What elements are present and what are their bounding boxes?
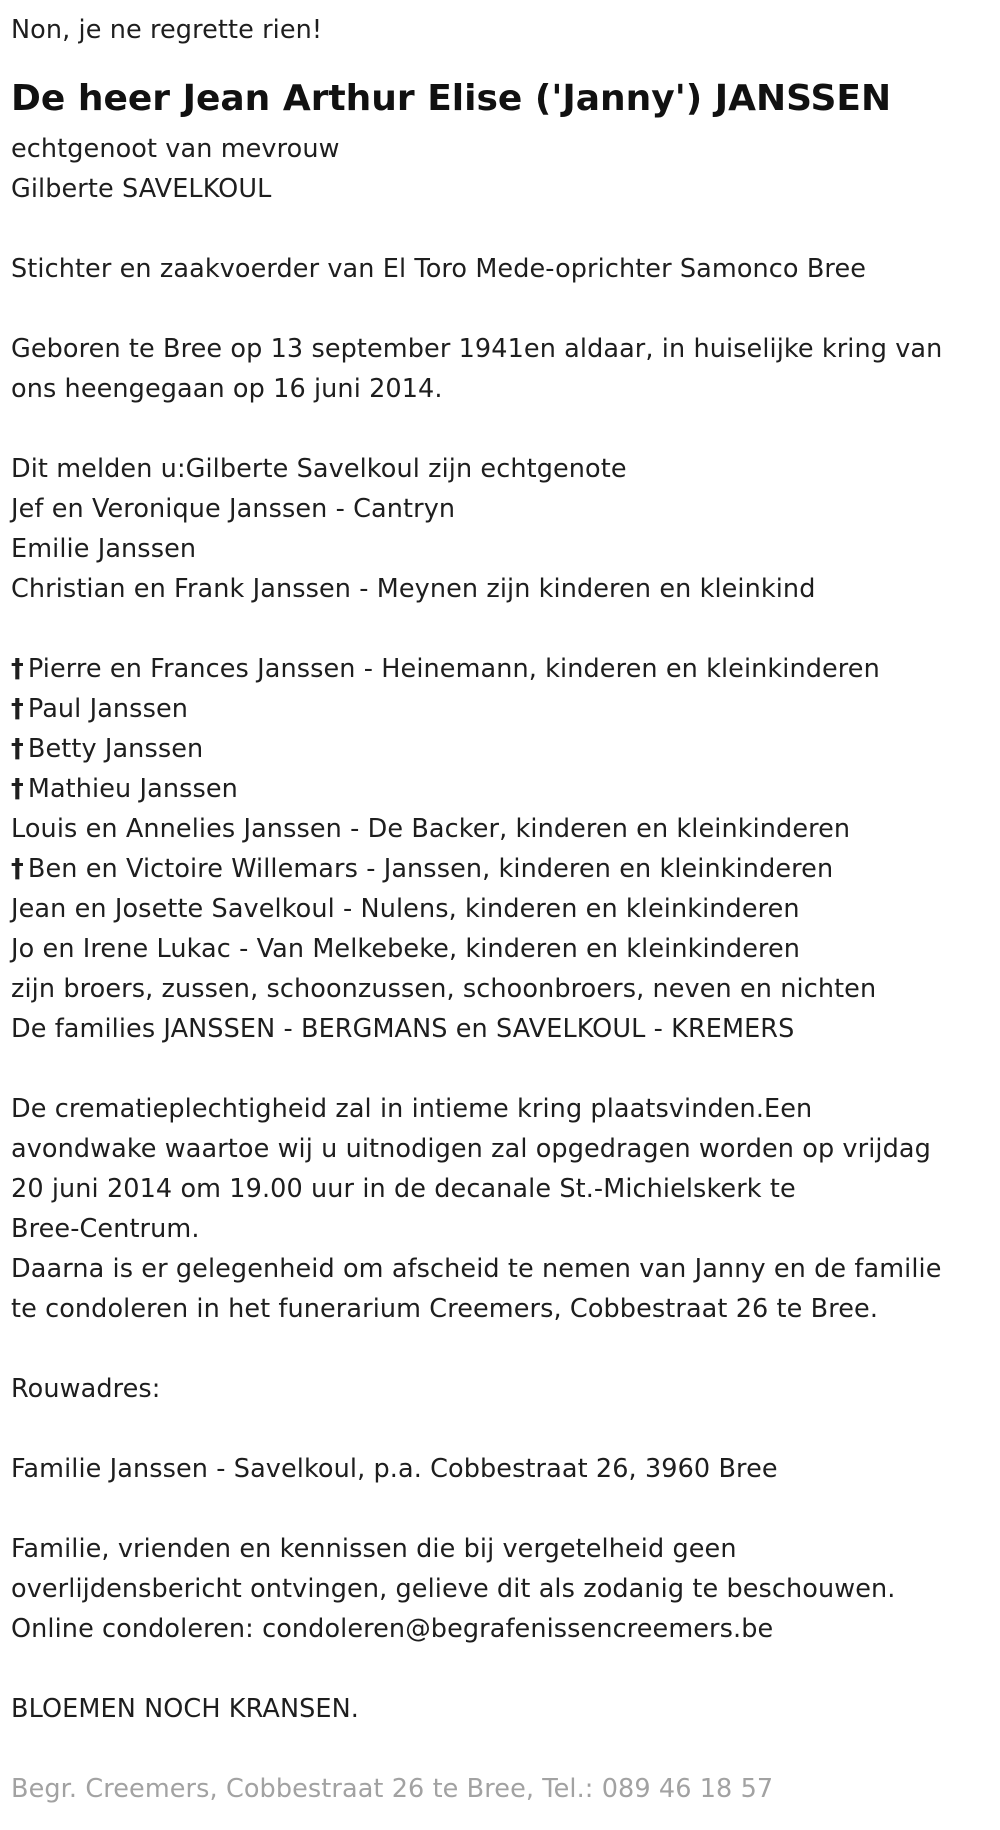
announcer-line: Jef en Veronique Janssen - Cantryn — [11, 494, 456, 524]
sibling-line — [11, 689, 991, 729]
spacer — [11, 609, 991, 649]
sibling-line — [11, 649, 991, 689]
sibling-line — [11, 769, 991, 809]
spacer — [11, 1049, 991, 1089]
siblings-list — [11, 649, 991, 1049]
notice-line: Familie, vrienden en kennissen die bij vergetelheid geen — [11, 1534, 737, 1564]
ceremony-line: te condoleren in het funerarium Creemers, Cobbestraat 26 te Bree. — [11, 1294, 879, 1324]
mourning-address-label: Rouwadres: — [11, 1374, 161, 1404]
spacer — [11, 1409, 991, 1449]
ceremony-line: avondwake waartoe wij u uitnodigen zal opgedragen worden op vrijdag — [11, 1134, 931, 1164]
flowers-note: BLOEMEN NOCH KRANSEN. — [11, 1694, 360, 1724]
cross-icon: † — [11, 694, 24, 724]
obituary-notice — [11, 10, 991, 1809]
motto: Non, je ne regrette rien! — [11, 15, 323, 45]
sibling-text: Pierre en Frances Janssen - Heinemann, kinderen en kleinkinderen — [27, 654, 880, 684]
birth-line-1: Geboren te Bree op 13 september 1941en aldaar, in huiselijke kring van — [11, 334, 943, 364]
announcer-line: Christian en Frank Janssen - Meynen zijn kinderen en kleinkind — [11, 574, 816, 604]
sibling-text: Betty Janssen — [27, 734, 204, 764]
cross-icon: † — [11, 854, 24, 884]
spouse-line-1: echtgenoot van mevrouw — [11, 134, 340, 164]
spacer — [11, 409, 991, 449]
cross-icon: † — [11, 734, 24, 764]
sibling-text: Mathieu Janssen — [27, 774, 238, 804]
announcer-line: Emilie Janssen — [11, 534, 197, 564]
sibling-line — [11, 729, 991, 769]
sibling-line — [11, 849, 991, 889]
spacer — [11, 1329, 991, 1369]
sibling-text: Jo en Irene Lukac - Van Melkebeke, kinderen en kleinkinderen — [11, 934, 801, 964]
notice-line: overlijdensbericht ontvingen, gelieve dit als zodanig te beschouwen. — [11, 1574, 896, 1604]
sibling-line — [11, 889, 991, 929]
sibling-line — [11, 969, 991, 1009]
occupation: Stichter en zaakvoerder van El Toro Mede-oprichter Samonco Bree — [11, 254, 867, 284]
sibling-text: zijn broers, zussen, schoonzussen, schoonbroers, neven en nichten — [11, 974, 877, 1004]
funeral-home-footer: Begr. Creemers, Cobbestraat 26 te Bree, Tel.: 089 46 18 57 — [11, 1774, 774, 1804]
birth-line-2: ons heengegaan op 16 juni 2014. — [11, 374, 443, 404]
sibling-line — [11, 1009, 991, 1049]
sibling-line — [11, 809, 991, 849]
spacer — [11, 1729, 991, 1769]
cross-icon: † — [11, 774, 24, 804]
spacer — [11, 1489, 991, 1529]
notice-line: Online condoleren: condoleren@begrafenissencreemers.be — [11, 1614, 774, 1644]
spacer — [11, 1649, 991, 1689]
ceremony-line: Daarna is er gelegenheid om afscheid te nemen van Janny en de familie — [11, 1254, 942, 1284]
spacer — [11, 209, 991, 249]
sibling-line — [11, 929, 991, 969]
cross-icon: † — [11, 654, 24, 684]
announcer-line: Dit melden u:Gilberte Savelkoul zijn echtgenote — [11, 454, 627, 484]
sibling-text: De families JANSSEN - BERGMANS en SAVELKOUL - KREMERS — [11, 1014, 795, 1044]
spouse-name: Gilberte SAVELKOUL — [11, 174, 272, 204]
ceremony-line: 20 juni 2014 om 19.00 uur in de decanale St.-Michielskerk te — [11, 1174, 796, 1204]
mourning-address: Familie Janssen - Savelkoul, p.a. Cobbestraat 26, 3960 Bree — [11, 1454, 778, 1484]
sibling-text: Louis en Annelies Janssen - De Backer, kinderen en kleinkinderen — [11, 814, 851, 844]
sibling-text: Paul Janssen — [27, 694, 188, 724]
sibling-text: Ben en Victoire Willemars - Janssen, kinderen en kleinkinderen — [27, 854, 834, 884]
ceremony-line: Bree-Centrum. — [11, 1214, 200, 1244]
ceremony-line: De crematieplechtigheid zal in intieme kring plaatsvinden.Een — [11, 1094, 813, 1124]
deceased-name-title: De heer Jean Arthur Elise ('Janny') JANSSEN — [11, 78, 892, 119]
sibling-text: Jean en Josette Savelkoul - Nulens, kinderen en kleinkinderen — [11, 894, 800, 924]
spacer — [11, 289, 991, 329]
